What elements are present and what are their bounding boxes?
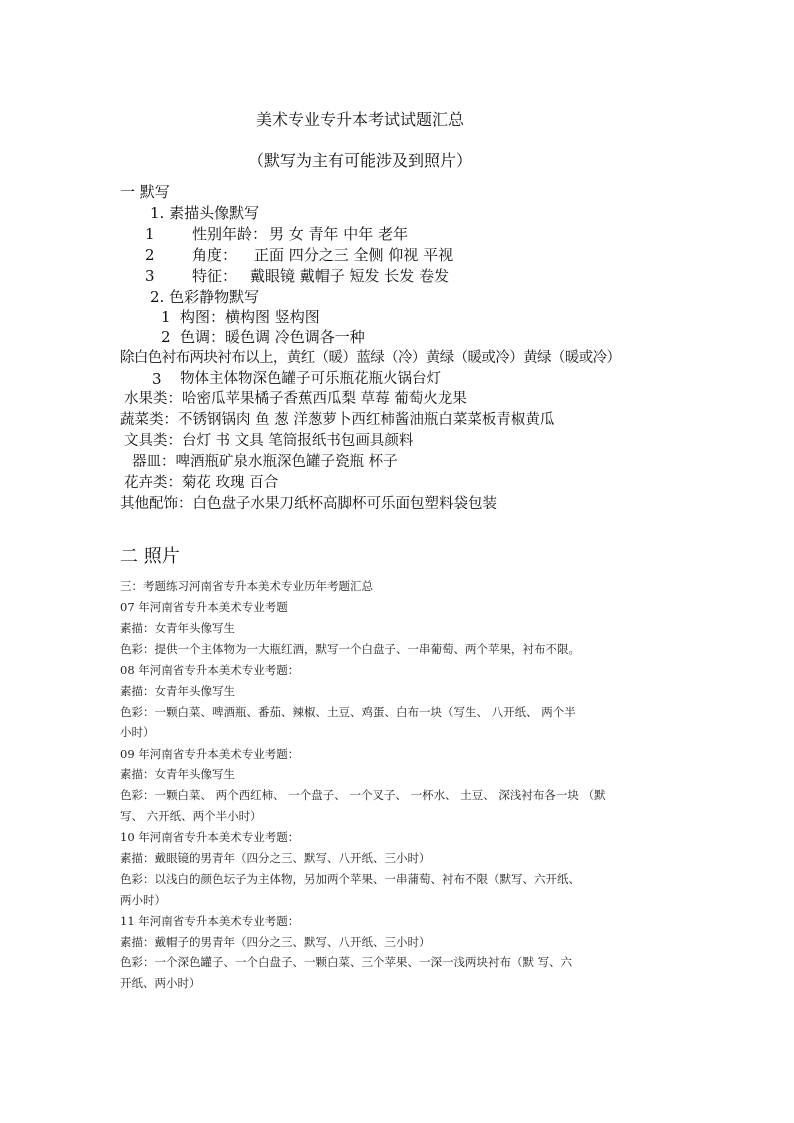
- item-value: 正面 四分之三 全侧 仰视 平视: [254, 246, 454, 264]
- exam-line: 色彩：一颗白菜、 两个西红柿、 一个盘子、 一个叉子、 一杯水、 土豆、 深浅衬布各一块 （默: [120, 788, 606, 802]
- item-label: 性别年龄：: [192, 225, 268, 243]
- category-stationery: 文具类：台灯 书 文具 笔筒报纸书包画具颜料: [124, 433, 414, 449]
- exam-line: 小时）: [120, 725, 155, 739]
- item-value: 戴眼镜 戴帽子 短发 长发 卷发: [250, 267, 450, 285]
- category-flower: 花卉类：菊花 玫瑰 百合: [124, 475, 279, 491]
- section-3-heading: 三：考题练习河南省专升本美术专业历年考题汇总: [120, 579, 373, 593]
- category-utensil: 器皿：啤酒瓶矿泉水瓶深色罐子瓷瓶 杯子: [132, 454, 398, 470]
- document-title: 美术专业专升本考试试题汇总: [256, 110, 465, 129]
- item-text: 色调：暖色调 冷色调各一种: [180, 328, 365, 346]
- category-fruit: 水果类：哈密瓜苹果橘子香蕉西瓜梨 草莓 葡萄火龙果: [124, 391, 467, 407]
- cloth-line: 除白色衬布两块衬布以上，黄红（暖）蓝绿（冷）黄绿（暖或冷）黄绿（暖或冷）: [120, 350, 621, 366]
- item-value: 男 女 青年 中年 老年: [269, 225, 409, 243]
- item-label: 角度：: [192, 246, 238, 264]
- exam-line: 色彩：提供一个主体物为一大瓶红酒，默写一个白盘子、一串葡萄、两个苹果，衬布不限。: [120, 642, 580, 656]
- item-number: 3: [152, 370, 162, 388]
- exam-year-title: 09 年河南省专升本美术专业考题：: [120, 747, 300, 761]
- exam-line: 素描：戴帽子的男青年（四分之三、默写、八开纸、三小时）: [120, 935, 431, 949]
- exam-year-title: 08 年河南省专升本美术专业考题：: [120, 663, 300, 677]
- exam-line: 两小时）: [120, 893, 166, 907]
- exam-line: 色彩：一颗白菜、啤酒瓶、番茄、辣椒、土豆、鸡蛋、白布一块（写生、 八开纸、 两个半: [120, 705, 576, 719]
- item-number: 3: [145, 267, 155, 285]
- category-vegetable: 蔬菜类：不锈钢锅肉 鱼 葱 洋葱萝卜西红柿酱油瓶白菜菜板青椒黄瓜: [120, 412, 555, 428]
- exam-year-title: 07 年河南省专升本美术专业考题: [120, 600, 288, 614]
- exam-year-title: 11 年河南省专升本美术专业考题：: [120, 914, 300, 928]
- exam-line: 素描：女青年头像写生: [120, 684, 235, 698]
- item-number: 2: [145, 246, 155, 264]
- exam-line: 色彩：一个深色罐子、一个白盘子、一颗白菜、三个苹果、一深一浅两块衬布（默 写、六: [120, 955, 573, 969]
- exam-line: 素描：女青年头像写生: [120, 621, 235, 635]
- item-number: 2: [161, 328, 171, 346]
- exam-line: 素描：女青年头像写生: [120, 767, 235, 781]
- section-1-heading: 一 默写: [120, 183, 170, 201]
- item-label: 特征：: [192, 267, 238, 285]
- exam-line: 素描：戴眼镜的男青年（四分之三、默写、八开纸、三小时）: [120, 851, 431, 865]
- sketch-subheading: 1. 素描头像默写: [150, 204, 260, 222]
- section-2-heading: 二 照片: [120, 546, 180, 567]
- exam-line: 色彩：以浅白的颜色坛子为主体物，另加两个苹果、一串蒲萄、衬布不限（默写、六开纸、: [120, 872, 580, 886]
- document-subtitle: （默写为主有可能涉及到照片）: [248, 151, 473, 170]
- item-number: 1: [161, 308, 171, 326]
- item-text: 物体主体物深色罐子可乐瓶花瓶火锅台灯: [180, 371, 441, 387]
- item-text: 构图：横构图 竖构图: [180, 308, 320, 326]
- exam-line: 开纸、两小时）: [120, 976, 201, 990]
- exam-line: 写、 六开纸、两个半小时）: [120, 809, 262, 823]
- item-number: 1: [145, 225, 155, 243]
- color-subheading: 2. 色彩静物默写: [150, 288, 260, 306]
- category-accessory: 其他配饰：白色盘子水果刀纸杯高脚杯可乐面包塑料袋包装: [120, 496, 497, 512]
- exam-year-title: 10 年河南省专升本美术专业考题：: [120, 830, 300, 844]
